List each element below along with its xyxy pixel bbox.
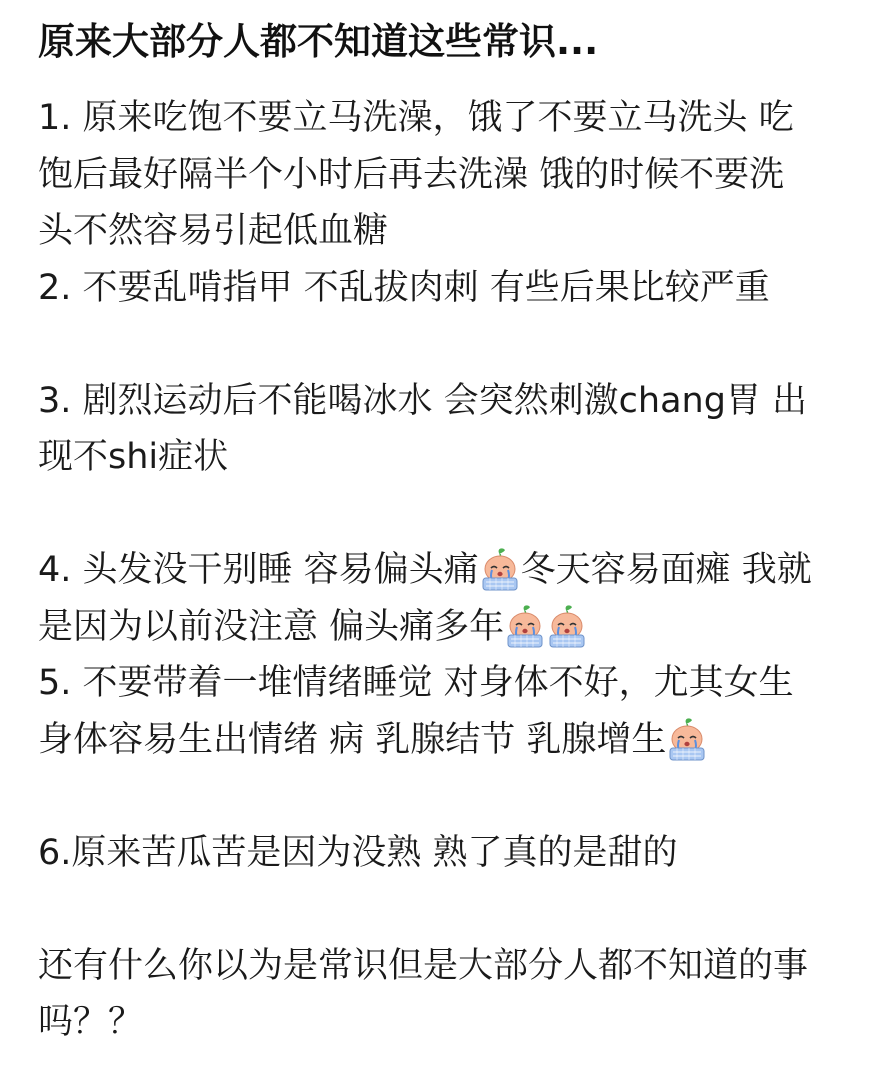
item-4-text-c: 是因为以前没注意 偏头痛多年 [38, 606, 505, 647]
crying-peach-emoji-icon [480, 547, 520, 593]
post-container [38, 14, 838, 1051]
blank-line [38, 881, 838, 938]
item-4-text-a: 4. 头发没干别睡 容易偏头痛 [38, 550, 479, 590]
item-1-line-2: 饱后最好隔半个小时后再去洗澡 饿的时候不要洗 [38, 154, 785, 195]
item-4-line-1 [38, 542, 838, 599]
blank-line [38, 486, 838, 543]
item-6-line-1: 6.原来苦瓜苦是因为没熟 熟了真的是甜的 [38, 832, 678, 873]
item-3-line-2: 现不shi症状 [38, 437, 229, 477]
item-3-line-1: 3. 剧烈运动后不能喝冰水 会突然刺激chang胃 出 [38, 380, 808, 421]
item-4-line-2 [38, 599, 838, 656]
item-5-line-2 [38, 712, 838, 769]
item-1-line-3: 头不然容易引起低血糖 [38, 211, 389, 251]
crying-peach-emoji-icon [547, 604, 587, 650]
closing-line-1: 还有什么你以为是常识但是大部分人都不知道的事 [38, 945, 809, 986]
post-title: 原来大部分人都不知道这些常识... [38, 20, 599, 63]
item-1-line-1: 1. 原来吃饱不要立马洗澡，饿了不要立马洗头 吃 [38, 98, 794, 138]
item-5-line-1: 5. 不要带着一堆情绪睡觉 对身体不好，尤其女生 [38, 663, 794, 703]
post-body [38, 90, 838, 1051]
item-5-text-b: 身体容易生出情绪 病 乳腺结节 乳腺增生 [38, 719, 667, 760]
crying-peach-emoji-icon [505, 604, 545, 650]
closing-line-2: 吗？？ [38, 1002, 144, 1042]
item-4-text-b: 冬天容易面瘫 我就 [520, 550, 812, 590]
blank-line [38, 768, 838, 825]
blank-line [38, 316, 838, 373]
crying-peach-emoji-icon [667, 717, 707, 763]
item-2-line-1: 2. 不要乱啃指甲 不乱拔肉刺 有些后果比较严重 [38, 267, 770, 308]
